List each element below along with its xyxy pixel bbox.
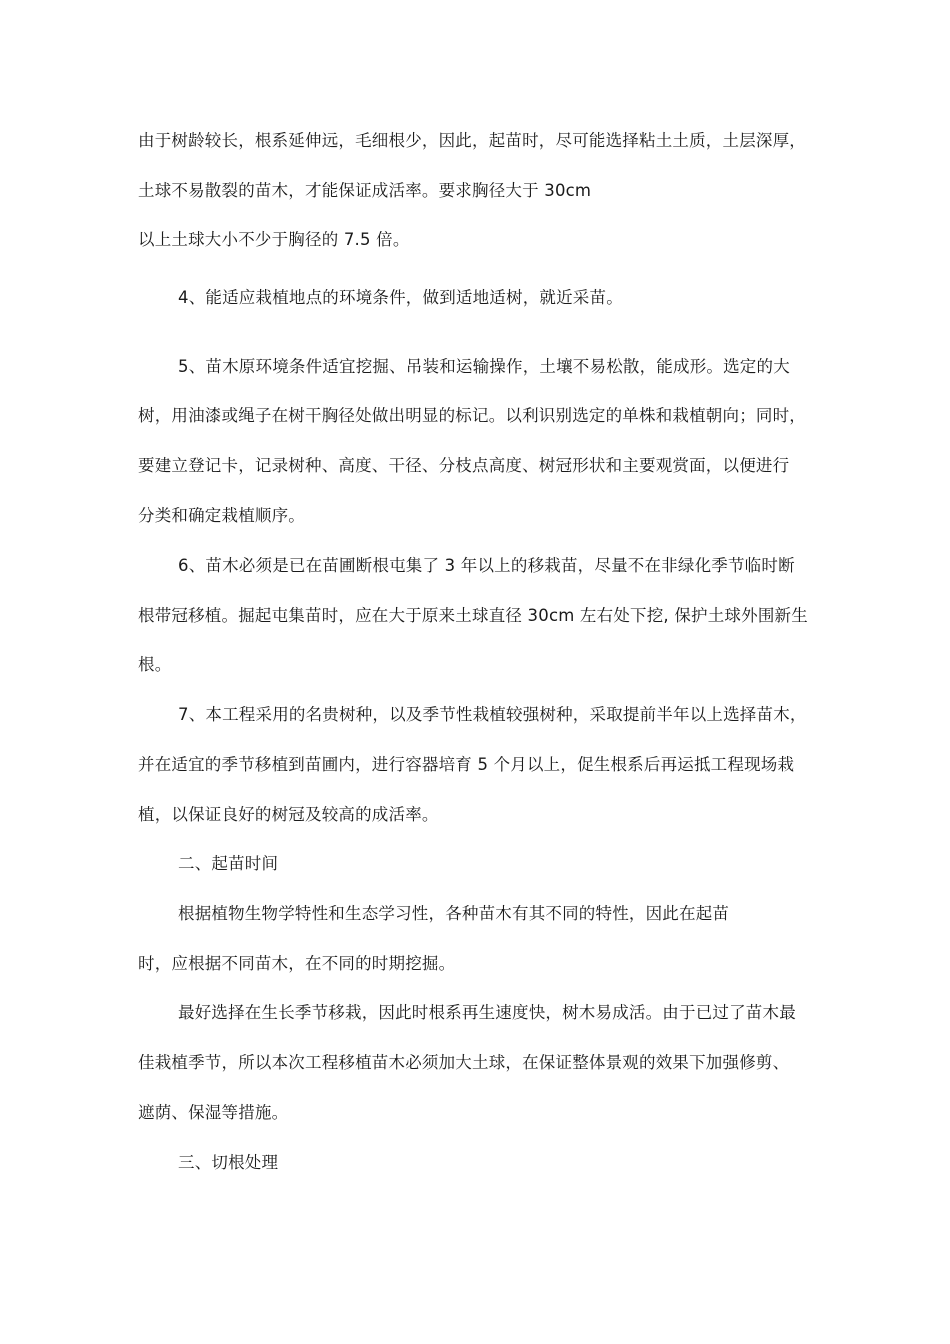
section-heading: 二、起苗时间 [178, 854, 279, 873]
text-line: 根带冠移植。掘起屯集苗时，应在大于原来土球直径 30cm 左右处下挖, 保护土球外围新生 [138, 606, 808, 625]
list-item-7: 7、本工程采用的名贵树种，以及季节性栽植较强树种，采取提前半年以上选择苗木， [178, 705, 807, 724]
section-heading: 三、切根处理 [178, 1153, 279, 1172]
list-item-6: 6、苗木必须是已在苗圃断根屯集了 3 年以上的移栽苗，尽量不在非绿化季节临时断 [178, 556, 795, 575]
text-line: 根据植物生物学特性和生态学习性，各种苗木有其不同的特性，因此在起苗 [178, 904, 730, 923]
text-line: 时，应根据不同苗木，在不同的时期挖掘。 [138, 954, 456, 973]
text-line: 遮荫、保湿等措施。 [138, 1103, 289, 1122]
text-line: 最好选择在生长季节移栽，因此时根系再生速度快，树木易成活。由于已过了苗木最 [178, 1003, 796, 1022]
text-line: 佳栽植季节，所以本次工程移植苗木必须加大土球，在保证整体景观的效果下加强修剪、 [138, 1053, 790, 1072]
text-line: 要建立登记卡，记录树种、高度、干径、分枝点高度、树冠形状和主要观赏面，以便进行 [138, 456, 790, 475]
text-line: 土球不易散裂的苗木，才能保证成活率。要求胸径大于 30cm [138, 181, 592, 200]
text-line: 根。 [138, 655, 172, 674]
text-line: 并在适宜的季节移植到苗圃内，进行容器培育 5 个月以上，促生根系后再运抵工程现场栽 [138, 755, 795, 774]
text-line: 分类和确定栽植顺序。 [138, 506, 305, 525]
list-item-5: 5、苗木原环境条件适宜挖掘、吊装和运输操作，土壤不易松散，能成形。选定的大 [178, 357, 790, 376]
list-item-4: 4、能适应栽植地点的环境条件，做到适地适树，就近采苗。 [178, 288, 623, 307]
text-line: 植，以保证良好的树冠及较高的成活率。 [138, 805, 439, 824]
text-line: 树，用油漆或绳子在树干胸径处做出明显的标记。以利识别选定的单株和栽植朝向；同时， [138, 406, 806, 425]
text-line: 以上土球大小不少于胸径的 7.5 倍。 [138, 230, 410, 249]
text-line: 由于树龄较长，根系延伸远，毛细根少，因此，起苗时，尽可能选择粘土土质，土层深厚， [138, 131, 806, 150]
